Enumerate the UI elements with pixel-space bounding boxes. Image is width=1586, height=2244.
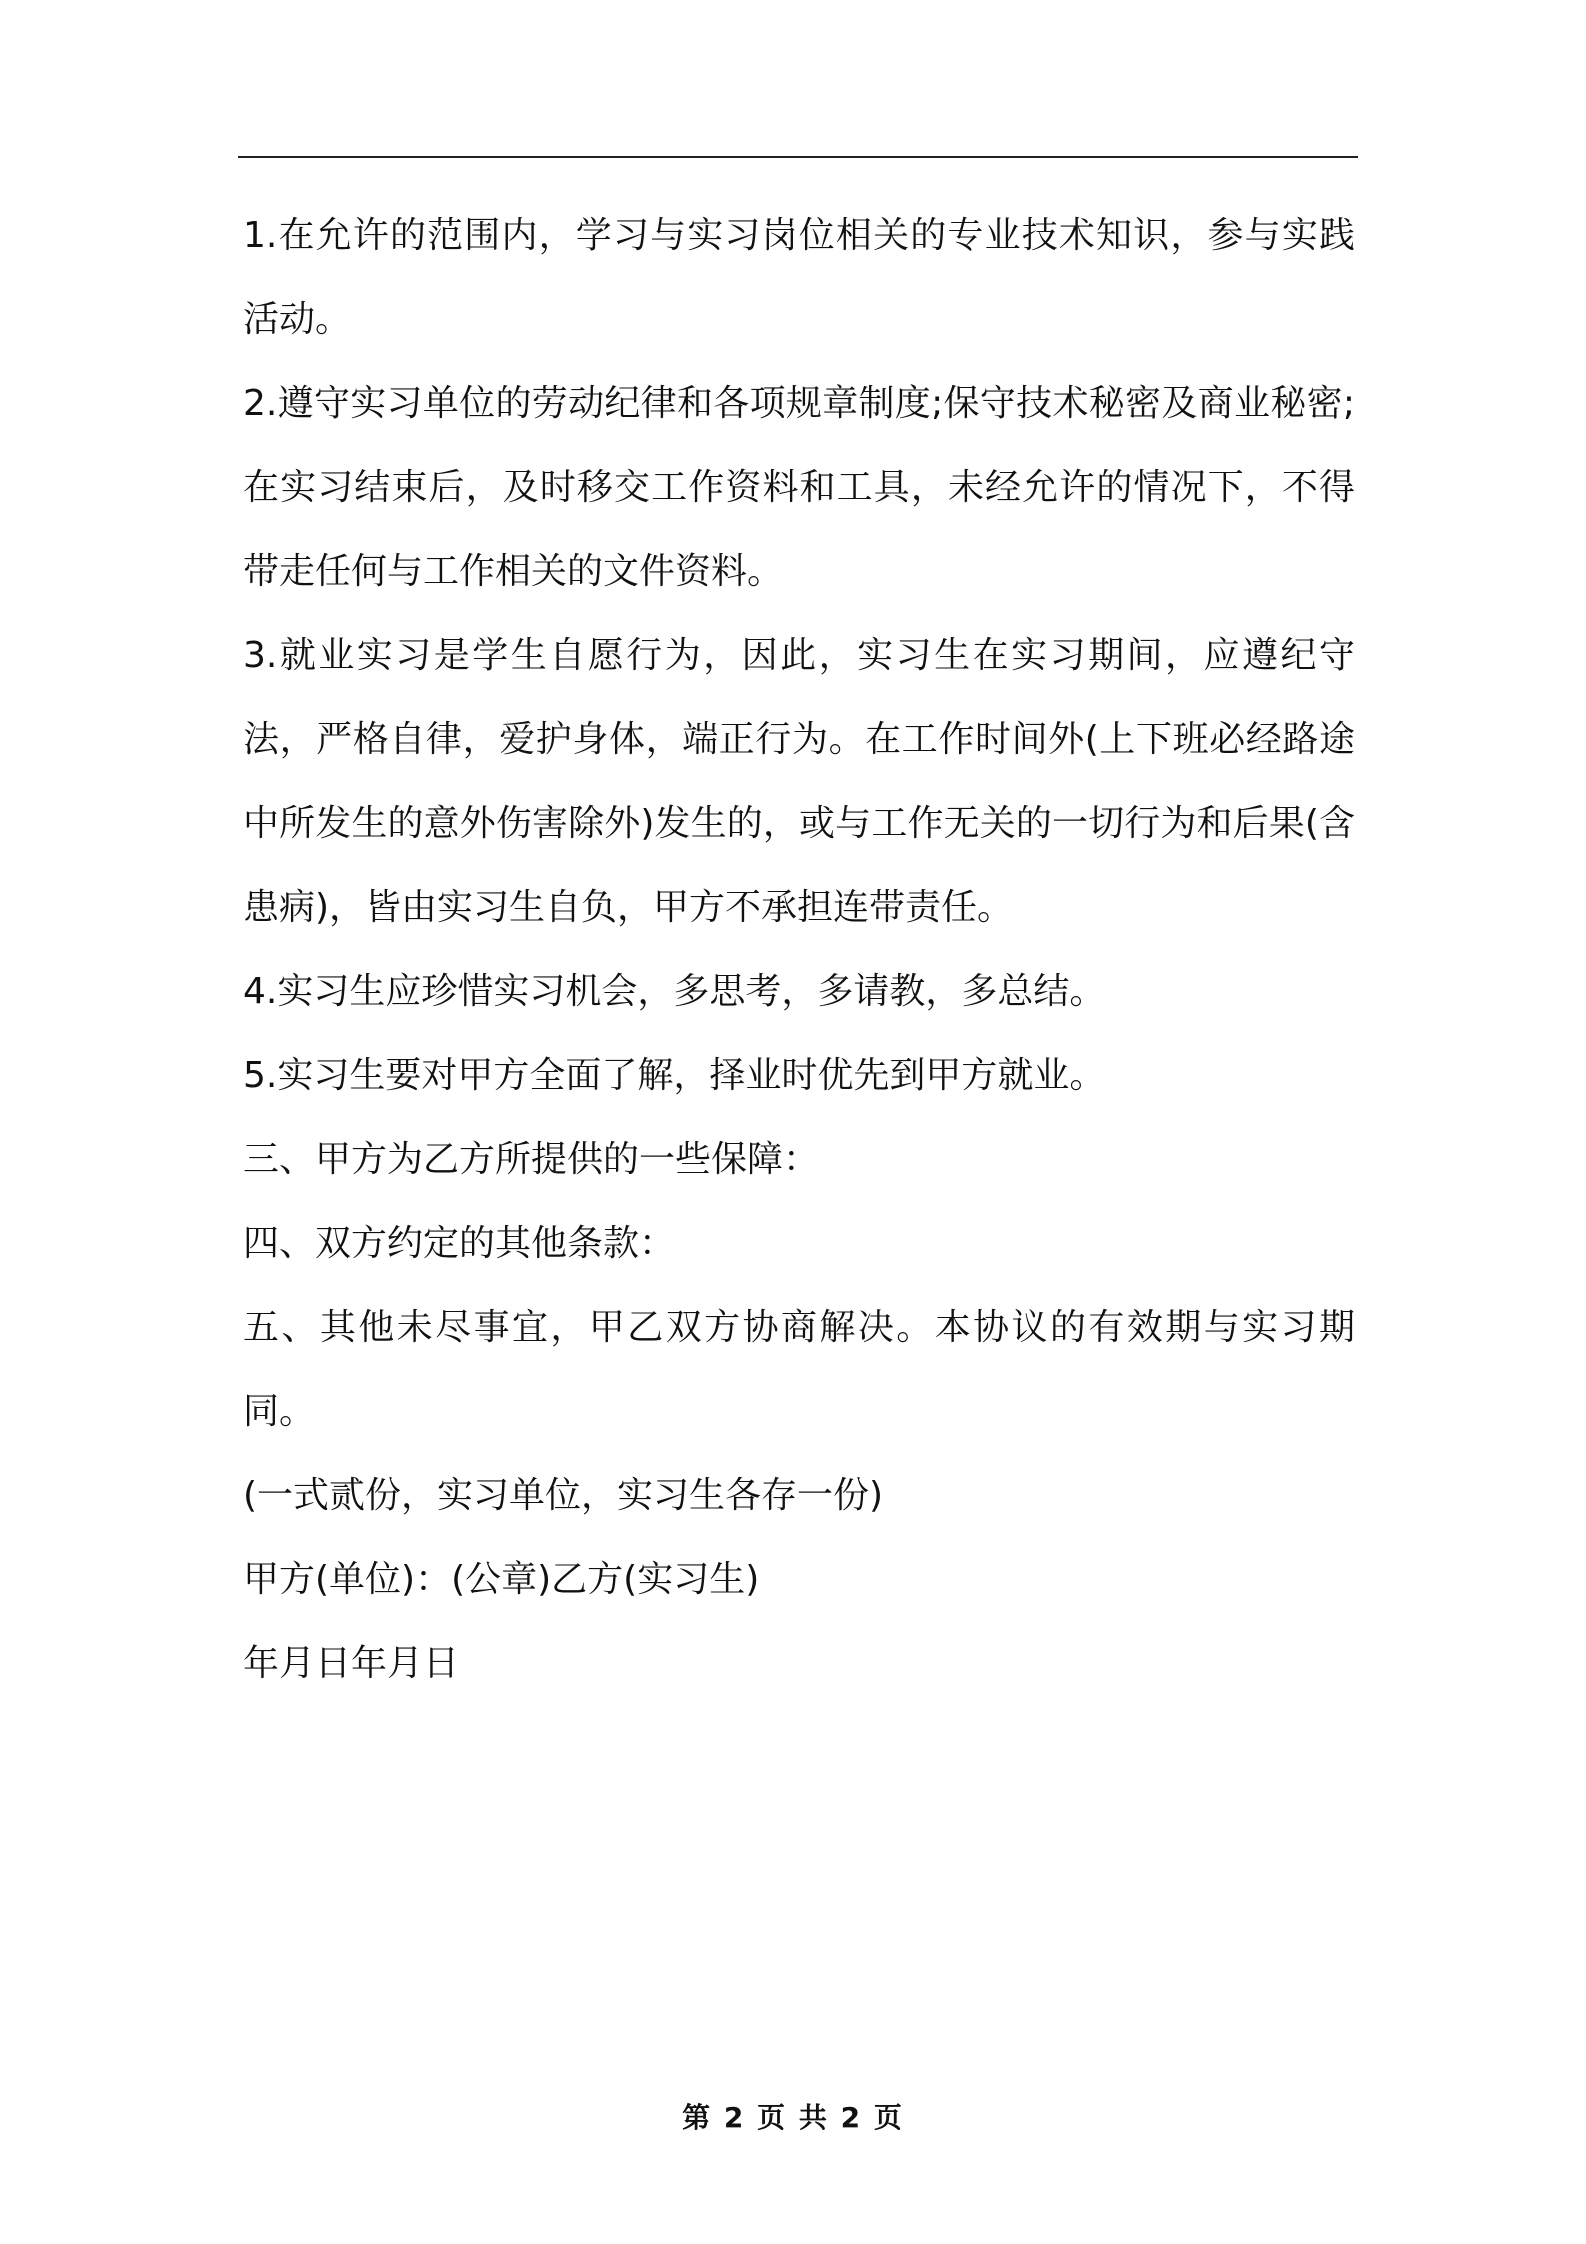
section-3-guarantees: 三、甲方为乙方所提供的一些保障： (243, 1139, 820, 1180)
date-line: 年月日年月日 (243, 1643, 460, 1684)
copies-note: (一式贰份，实习单位，实习生各存一份) (243, 1475, 884, 1516)
header-divider (238, 156, 1358, 158)
page-number: 第 2 页 共 2 页 (682, 2101, 904, 2134)
clause-5-employment-priority: 5.实习生要对甲方全面了解，择业时优先到甲方就业。 (243, 1055, 1106, 1096)
clause-4-cherish-opportunity: 4.实习生应珍惜实习机会，多思考，多请教，多总结。 (243, 971, 1106, 1012)
clause-3-self-responsibility: 3.就业实习是学生自愿行为，因此，实习生在实习期间，应遵纪守法，严格自律，爱护身体，端正行为。在工作时间外(上下班必经路途中所发生的意外伤害除外)发生的，或与工作无关的一切行为和后果(含患病)，皆由实习生自负，甲方不承担连带责任。 (243, 635, 1355, 928)
section-4-other-terms: 四、双方约定的其他条款： (243, 1223, 676, 1264)
clause-2-discipline: 2.遵守实习单位的劳动纪律和各项规章制度;保守技术秘密及商业秘密;在实习结束后，及时移交工作资料和工具，未经允许的情况下，不得带走任何与工作相关的文件资料。 (243, 383, 1355, 592)
section-5-misc: 五、其他未尽事宜，甲乙双方协商解决。本协议的有效期与实习期同。 (243, 1307, 1355, 1432)
document-body (243, 194, 1355, 1706)
signature-line: 甲方(单位)：(公章)乙方(实习生) (243, 1559, 760, 1600)
clause-1-learning: 1.在允许的范围内，学习与实习岗位相关的专业技术知识，参与实践活动。 (243, 215, 1355, 340)
